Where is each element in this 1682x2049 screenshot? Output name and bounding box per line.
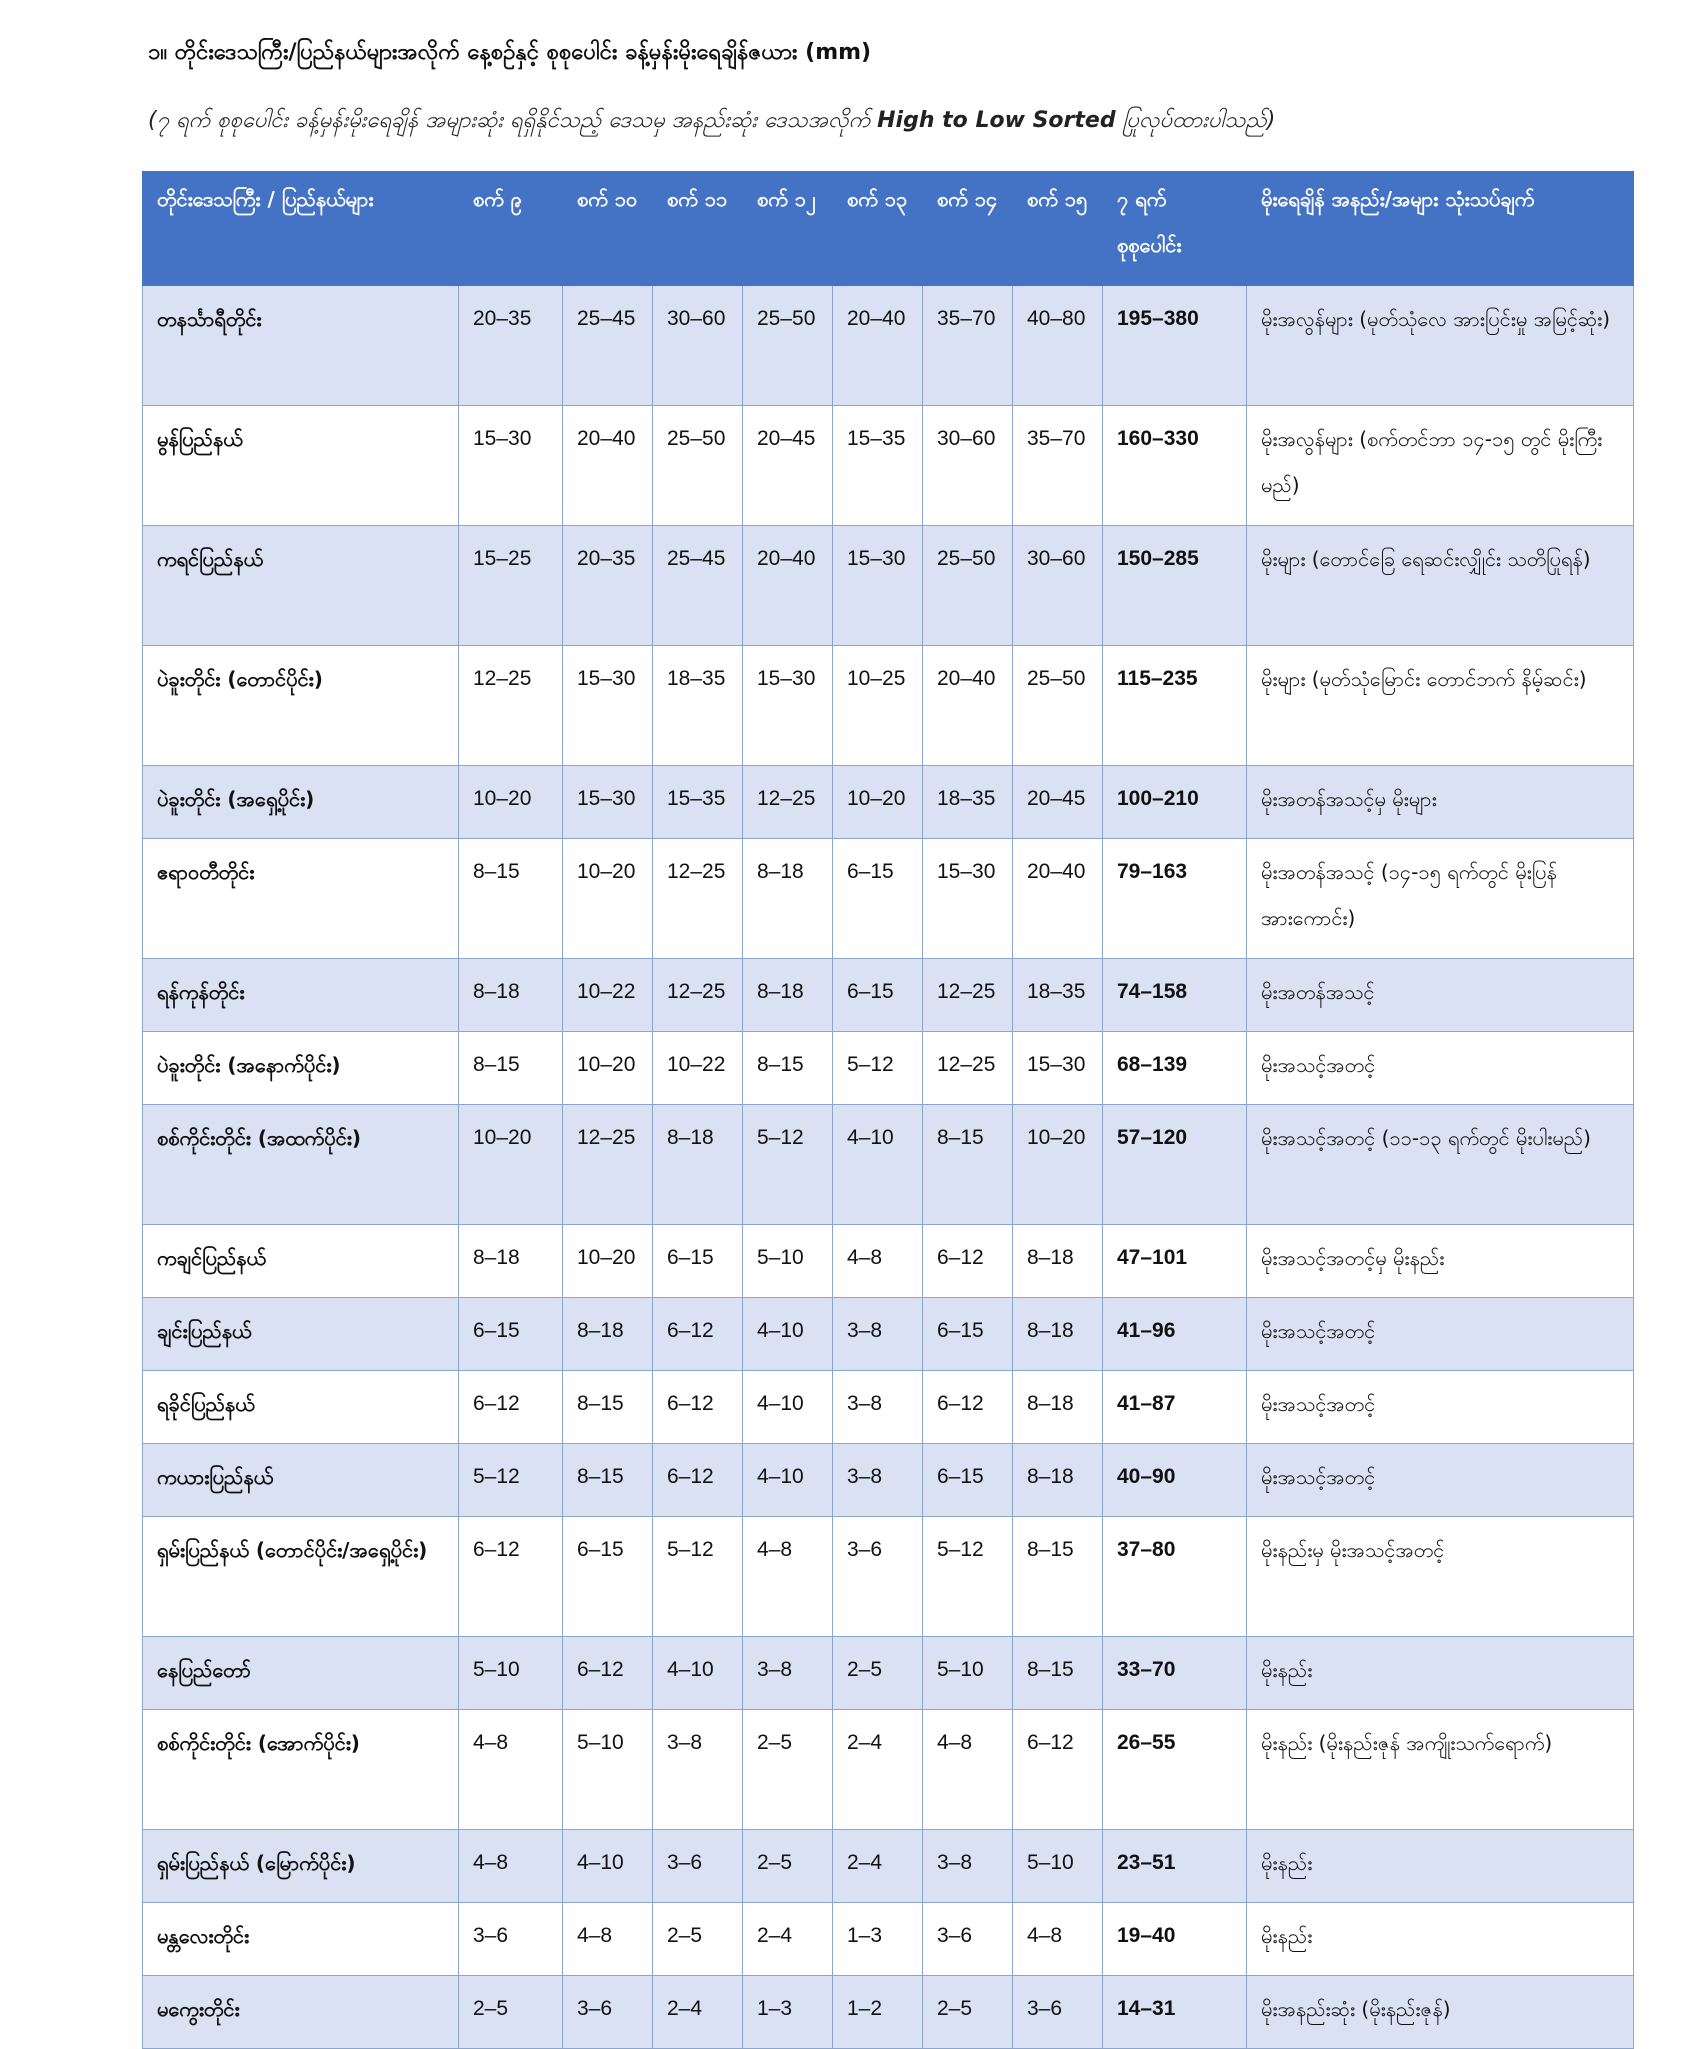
day-13-cell: 3–8 [833,1371,923,1444]
region-cell: ချင်းပြည်နယ် [143,1298,459,1371]
header-day-11: စက် ၁၁ [653,172,743,286]
day-14-cell: 6–15 [923,1444,1013,1517]
total-cell: 14–31 [1103,1976,1247,2049]
total-cell: 33–70 [1103,1637,1247,1710]
note-cell: မိုးအသင့်အတင့် [1247,1444,1634,1517]
day-11-cell: 3–6 [653,1830,743,1903]
note-cell: မိုးအတန်အသင့် [1247,959,1634,1032]
day-15-cell: 5–10 [1013,1830,1103,1903]
day-9-cell: 4–8 [459,1830,563,1903]
table-header-row [143,172,1634,286]
day-11-cell: 6–12 [653,1298,743,1371]
day-11-cell: 6–15 [653,1225,743,1298]
day-15-cell: 8–18 [1013,1225,1103,1298]
total-cell: 57–120 [1103,1105,1247,1225]
day-13-cell: 15–35 [833,406,923,526]
total-cell: 41–87 [1103,1371,1247,1444]
day-11-cell: 2–5 [653,1903,743,1976]
day-9-cell: 2–5 [459,1976,563,2049]
table-row [143,1225,1634,1298]
note-cell: မိုးအတန်အသင့်မှ မိုးများ [1247,766,1634,839]
day-13-cell: 4–8 [833,1225,923,1298]
day-15-cell: 3–6 [1013,1976,1103,2049]
table-row [143,1032,1634,1105]
region-cell: စစ်ကိုင်းတိုင်း (အောက်ပိုင်း) [143,1710,459,1830]
day-9-cell: 4–8 [459,1710,563,1830]
total-cell: 79–163 [1103,839,1247,959]
day-11-cell: 3–8 [653,1710,743,1830]
day-14-cell: 30–60 [923,406,1013,526]
day-14-cell: 6–12 [923,1371,1013,1444]
day-12-cell: 15–30 [743,646,833,766]
total-cell: 195–380 [1103,286,1247,406]
region-cell: ကယားပြည်နယ် [143,1444,459,1517]
table-row [143,526,1634,646]
day-9-cell: 12–25 [459,646,563,766]
header-day-10: စက် ၁၀ [563,172,653,286]
day-13-cell: 1–2 [833,1976,923,2049]
day-14-cell: 3–8 [923,1830,1013,1903]
region-cell: ကရင်ပြည်နယ် [143,526,459,646]
day-13-cell: 4–10 [833,1105,923,1225]
day-10-cell: 10–20 [563,1225,653,1298]
day-12-cell: 25–50 [743,286,833,406]
region-cell: ဧရာဝတီတိုင်း [143,839,459,959]
day-14-cell: 15–30 [923,839,1013,959]
note-cell: မိုးနည်း (မိုးနည်းဇုန် အကျိုးသက်ရောက်) [1247,1710,1634,1830]
header-day-13: စက် ၁၃ [833,172,923,286]
day-11-cell: 6–12 [653,1371,743,1444]
header-total: ၇ ရက် စုစုပေါင်း [1103,172,1247,286]
day-15-cell: 8–15 [1013,1637,1103,1710]
day-9-cell: 5–12 [459,1444,563,1517]
note-cell: မိုးအသင့်အတင့် (၁၁-၁၃ ရက်တွင် မိုးပါးမည်) [1247,1105,1634,1225]
total-cell: 41–96 [1103,1298,1247,1371]
day-12-cell: 4–10 [743,1371,833,1444]
day-12-cell: 4–10 [743,1444,833,1517]
day-15-cell: 10–20 [1013,1105,1103,1225]
day-15-cell: 20–45 [1013,766,1103,839]
table-row [143,1371,1634,1444]
subtitle-sorted-label: High to Low Sorted [877,108,1116,133]
day-13-cell: 5–12 [833,1032,923,1105]
day-14-cell: 12–25 [923,1032,1013,1105]
day-10-cell: 3–6 [563,1976,653,2049]
day-13-cell: 2–4 [833,1830,923,1903]
day-11-cell: 8–18 [653,1105,743,1225]
day-13-cell: 10–20 [833,766,923,839]
header-day-14: စက် ၁၄ [923,172,1013,286]
day-14-cell: 8–15 [923,1105,1013,1225]
day-13-cell: 10–25 [833,646,923,766]
note-cell: မိုးနည်း [1247,1903,1634,1976]
day-9-cell: 3–6 [459,1903,563,1976]
day-15-cell: 25–50 [1013,646,1103,766]
day-14-cell: 5–12 [923,1517,1013,1637]
day-9-cell: 10–20 [459,1105,563,1225]
total-cell: 74–158 [1103,959,1247,1032]
region-cell: ပဲခူးတိုင်း (တောင်ပိုင်း) [143,646,459,766]
day-10-cell: 8–15 [563,1371,653,1444]
header-day-15: စက် ၁၅ [1013,172,1103,286]
day-11-cell: 25–45 [653,526,743,646]
day-14-cell: 6–15 [923,1298,1013,1371]
note-cell: မိုးနည်း [1247,1830,1634,1903]
day-10-cell: 4–8 [563,1903,653,1976]
region-cell: ပဲခူးတိုင်း (အနောက်ပိုင်း) [143,1032,459,1105]
region-cell: မန္တလေးတိုင်း [143,1903,459,1976]
day-15-cell: 8–18 [1013,1444,1103,1517]
day-12-cell: 5–12 [743,1105,833,1225]
day-9-cell: 6–15 [459,1298,563,1371]
day-13-cell: 15–30 [833,526,923,646]
day-10-cell: 10–20 [563,839,653,959]
day-9-cell: 15–25 [459,526,563,646]
day-10-cell: 6–15 [563,1517,653,1637]
total-cell: 160–330 [1103,406,1247,526]
note-cell: မိုးများ (တောင်ခြေ ရေဆင်းလျှိုင်း သတိပြုရန်) [1247,526,1634,646]
region-cell: ပဲခူးတိုင်း (အရှေ့ပိုင်း) [143,766,459,839]
day-10-cell: 20–35 [563,526,653,646]
table-row [143,1105,1634,1225]
day-13-cell: 3–8 [833,1298,923,1371]
day-11-cell: 25–50 [653,406,743,526]
note-cell: မိုးအသင့်အတင့် [1247,1032,1634,1105]
day-12-cell: 20–40 [743,526,833,646]
day-14-cell: 12–25 [923,959,1013,1032]
day-9-cell: 6–12 [459,1371,563,1444]
table-row [143,1830,1634,1903]
day-13-cell: 3–8 [833,1444,923,1517]
table-row [143,959,1634,1032]
note-cell: မိုးနည်း [1247,1637,1634,1710]
total-cell: 37–80 [1103,1517,1247,1637]
day-11-cell: 4–10 [653,1637,743,1710]
day-15-cell: 18–35 [1013,959,1103,1032]
header-day-12: စက် ၁၂ [743,172,833,286]
day-15-cell: 8–18 [1013,1298,1103,1371]
day-11-cell: 12–25 [653,839,743,959]
note-cell: မိုးအနည်းဆုံး (မိုးနည်းဇုန်) [1247,1976,1634,2049]
day-10-cell: 8–15 [563,1444,653,1517]
region-cell: မွန်ပြည်နယ် [143,406,459,526]
day-9-cell: 6–12 [459,1517,563,1637]
day-9-cell: 15–30 [459,406,563,526]
day-14-cell: 4–8 [923,1710,1013,1830]
day-15-cell: 8–18 [1013,1371,1103,1444]
page-title: ၁။ တိုင်းဒေသကြီး/ပြည်နယ်များအလိုက် နေ့စဉ်နှင့် စုစုပေါင်း ခန့်မှန်းမိုးရေချိန်ဇယား (mm) [148,40,872,65]
note-cell: မိုးအသင့်အတင့်မှ မိုးနည်း [1247,1225,1634,1298]
day-15-cell: 15–30 [1013,1032,1103,1105]
region-cell: ရခိုင်ပြည်နယ် [143,1371,459,1444]
note-cell: မိုးအလွန်များ (မုတ်သုံလေ အားပြင်းမှု အမြင့်ဆုံး) [1247,286,1634,406]
day-14-cell: 2–5 [923,1976,1013,2049]
region-cell: နေပြည်တော် [143,1637,459,1710]
day-12-cell: 2–4 [743,1903,833,1976]
day-15-cell: 40–80 [1013,286,1103,406]
note-cell: မိုးနည်းမှ မိုးအသင့်အတင့် [1247,1517,1634,1637]
day-10-cell: 5–10 [563,1710,653,1830]
region-cell: ရန်ကုန်တိုင်း [143,959,459,1032]
note-cell: မိုးများ (မုတ်သုံမြောင်း တောင်ဘက် နိမ့်ဆင်း) [1247,646,1634,766]
day-11-cell: 18–35 [653,646,743,766]
table-row [143,1444,1634,1517]
day-15-cell: 6–12 [1013,1710,1103,1830]
region-cell: ကချင်ပြည်နယ် [143,1225,459,1298]
header-day-9: စက် ၉ [459,172,563,286]
table-row [143,1976,1634,2049]
note-cell: မိုးအတန်အသင့် (၁၄-၁၅ ရက်တွင် မိုးပြန်အားကောင်း) [1247,839,1634,959]
day-9-cell: 20–35 [459,286,563,406]
day-12-cell: 8–15 [743,1032,833,1105]
day-12-cell: 4–10 [743,1298,833,1371]
day-12-cell: 1–3 [743,1976,833,2049]
note-cell: မိုးအသင့်အတင့် [1247,1371,1634,1444]
day-10-cell: 25–45 [563,286,653,406]
day-15-cell: 30–60 [1013,526,1103,646]
day-10-cell: 10–20 [563,1032,653,1105]
day-12-cell: 5–10 [743,1225,833,1298]
day-11-cell: 5–12 [653,1517,743,1637]
day-15-cell: 4–8 [1013,1903,1103,1976]
day-13-cell: 1–3 [833,1903,923,1976]
day-14-cell: 20–40 [923,646,1013,766]
day-11-cell: 15–35 [653,766,743,839]
day-10-cell: 12–25 [563,1105,653,1225]
total-cell: 26–55 [1103,1710,1247,1830]
header-region: တိုင်းဒေသကြီး / ပြည်နယ်များ [143,172,459,286]
subtitle-text-before: (၇ ရက် စုစုပေါင်း ခန့်မှန်းမိုးရေချိန် အများဆုံး ရရှိနိုင်သည့် ဒေသမှ အနည်းဆုံး ဒေသအလိုက် [148,108,878,133]
day-12-cell: 3–8 [743,1637,833,1710]
day-11-cell: 12–25 [653,959,743,1032]
day-15-cell: 8–15 [1013,1517,1103,1637]
day-9-cell: 8–15 [459,839,563,959]
total-cell: 100–210 [1103,766,1247,839]
region-cell: မကွေးတိုင်း [143,1976,459,2049]
region-cell: စစ်ကိုင်းတိုင်း (အထက်ပိုင်း) [143,1105,459,1225]
day-15-cell: 20–40 [1013,839,1103,959]
table-row [143,766,1634,839]
day-10-cell: 6–12 [563,1637,653,1710]
day-11-cell: 30–60 [653,286,743,406]
note-cell: မိုးအသင့်အတင့် [1247,1298,1634,1371]
total-cell: 40–90 [1103,1444,1247,1517]
day-13-cell: 2–5 [833,1637,923,1710]
day-9-cell: 10–20 [459,766,563,839]
total-cell: 150–285 [1103,526,1247,646]
rainfall-table [142,171,1634,2049]
table-row [143,1637,1634,1710]
day-10-cell: 10–22 [563,959,653,1032]
note-cell: မိုးအလွန်များ (စက်တင်ဘာ ၁၄-၁၅ တွင် မိုးကြီးမည်) [1247,406,1634,526]
table-row [143,1710,1634,1830]
day-15-cell: 35–70 [1013,406,1103,526]
region-cell: ရှမ်းပြည်နယ် (တောင်ပိုင်း/အရှေ့ပိုင်း) [143,1517,459,1637]
day-13-cell: 2–4 [833,1710,923,1830]
day-13-cell: 6–15 [833,839,923,959]
total-cell: 68–139 [1103,1032,1247,1105]
day-14-cell: 3–6 [923,1903,1013,1976]
day-9-cell: 5–10 [459,1637,563,1710]
total-cell: 115–235 [1103,646,1247,766]
day-9-cell: 8–15 [459,1032,563,1105]
day-13-cell: 3–6 [833,1517,923,1637]
table-row [143,646,1634,766]
subtitle-text-after: ပြုလုပ်ထားပါသည်) [1115,108,1276,133]
table-row [143,406,1634,526]
day-9-cell: 8–18 [459,1225,563,1298]
table-row [143,1903,1634,1976]
total-cell: 47–101 [1103,1225,1247,1298]
table-row [143,1517,1634,1637]
day-12-cell: 8–18 [743,959,833,1032]
day-12-cell: 12–25 [743,766,833,839]
day-12-cell: 8–18 [743,839,833,959]
region-cell: တနင်္သာရီတိုင်း [143,286,459,406]
day-14-cell: 6–12 [923,1225,1013,1298]
day-13-cell: 20–40 [833,286,923,406]
day-10-cell: 15–30 [563,646,653,766]
day-11-cell: 10–22 [653,1032,743,1105]
day-10-cell: 15–30 [563,766,653,839]
day-10-cell: 20–40 [563,406,653,526]
header-note: မိုးရေချိန် အနည်း/အများ သုံးသပ်ချက် [1247,172,1634,286]
day-14-cell: 35–70 [923,286,1013,406]
total-cell: 19–40 [1103,1903,1247,1976]
day-14-cell: 25–50 [923,526,1013,646]
day-14-cell: 5–10 [923,1637,1013,1710]
region-cell: ရှမ်းပြည်နယ် (မြောက်ပိုင်း) [143,1830,459,1903]
day-10-cell: 4–10 [563,1830,653,1903]
day-10-cell: 8–18 [563,1298,653,1371]
table-row [143,1298,1634,1371]
day-14-cell: 18–35 [923,766,1013,839]
table-row [143,839,1634,959]
day-12-cell: 20–45 [743,406,833,526]
day-13-cell: 6–15 [833,959,923,1032]
page-subtitle [148,104,1275,138]
table-row [143,286,1634,406]
day-12-cell: 2–5 [743,1830,833,1903]
day-9-cell: 8–18 [459,959,563,1032]
day-12-cell: 4–8 [743,1517,833,1637]
day-12-cell: 2–5 [743,1710,833,1830]
day-11-cell: 6–12 [653,1444,743,1517]
total-cell: 23–51 [1103,1830,1247,1903]
day-11-cell: 2–4 [653,1976,743,2049]
